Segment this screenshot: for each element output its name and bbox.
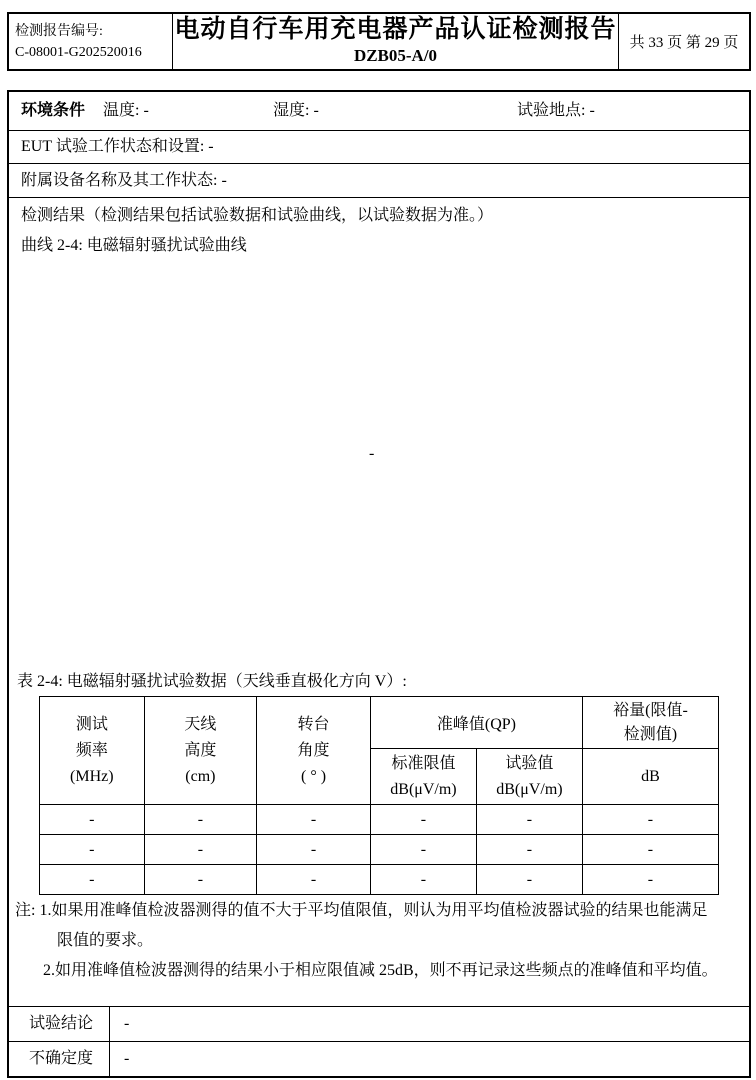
aux-equipment-row: 附属设备名称及其工作状态: -	[9, 164, 749, 198]
report-number-value: C-08001-G202520016	[15, 45, 142, 60]
cell-angle-1: -	[257, 805, 371, 835]
radiated-disturbance-table	[39, 696, 719, 895]
col-header-turntable-angle: 转台 角度 ( ° )	[257, 697, 371, 805]
table-row	[40, 865, 719, 895]
note-line-2: 限值的要求。	[57, 932, 154, 949]
col-header-standard-limit: 标准限值 dB(μV/m)	[370, 749, 476, 805]
cell-angle-2: -	[257, 835, 371, 865]
cell-limit-3: -	[370, 865, 476, 895]
cell-height-2: -	[144, 835, 257, 865]
cell-value-2: -	[476, 835, 582, 865]
test-location-value: 试验地点: -	[517, 102, 595, 119]
cell-angle-3: -	[257, 865, 371, 895]
cell-height-3: -	[144, 865, 257, 895]
note-line-3: 2.如用准峰值检波器测得的结果小于相应限值减 25dB，则不再记录这些频点的准峰值和平均值。	[43, 962, 718, 979]
col-header-margin: 裕量(限值- 检测值)	[582, 697, 718, 749]
report-title: 电动自行车用充电器产品认证检测报告	[174, 16, 617, 43]
conclusion-row	[9, 1007, 749, 1042]
cell-freq-1: -	[40, 805, 145, 835]
data-table-caption: 表 2-4: 电磁辐射骚扰试验数据（天线垂直极化方向 V）:	[17, 673, 407, 690]
cell-limit-2: -	[370, 835, 476, 865]
report-doc-code: DZB05-A/0	[353, 46, 438, 65]
curve-title: 曲线 2-4: 电磁辐射骚扰试验曲线	[21, 237, 247, 254]
col-header-test-value: 试验值 dB(μV/m)	[476, 749, 582, 805]
page-info: 共 33 页 第 29 页	[629, 35, 739, 51]
col-header-frequency: 测试 频率 (MHz)	[40, 697, 145, 805]
environment-label: 环境条件	[21, 102, 86, 119]
cell-height-1: -	[144, 805, 257, 835]
cell-value-3: -	[476, 865, 582, 895]
table-row	[40, 805, 719, 835]
report-number-cell	[9, 14, 173, 69]
results-intro: 检测结果（检测结果包括试验数据和试验曲线，以试验数据为准。）	[21, 207, 494, 224]
cell-value-1: -	[476, 805, 582, 835]
conclusion-value: -	[124, 1015, 130, 1032]
eut-state-row: EUT 试验工作状态和设置: -	[9, 131, 749, 164]
conclusion-label: 试验结论	[9, 1007, 110, 1041]
report-number-label: 检测报告编号:	[15, 24, 103, 39]
results-section	[9, 198, 749, 1007]
report-header	[7, 12, 751, 71]
cell-margin-1: -	[582, 805, 718, 835]
cell-freq-2: -	[40, 835, 145, 865]
col-header-antenna-height: 天线 高度 (cm)	[144, 697, 257, 805]
cell-margin-2: -	[582, 835, 718, 865]
temperature-value: 温度: -	[103, 102, 149, 119]
cell-freq-3: -	[40, 865, 145, 895]
uncertainty-row	[9, 1042, 749, 1076]
cell-limit-1: -	[370, 805, 476, 835]
col-header-quasi-peak: 准峰值(QP)	[370, 697, 582, 749]
notes-block	[9, 896, 749, 986]
table-row	[40, 835, 719, 865]
humidity-value: 湿度: -	[273, 102, 319, 119]
report-body	[7, 90, 751, 1078]
curve-placeholder: -	[369, 445, 375, 462]
table-header-row-1	[40, 697, 719, 749]
col-header-margin-unit: dB	[582, 749, 718, 805]
note-line-1: 注: 1.如果用准峰值检波器测得的值不大于平均值限值，则认为用平均值检波器试验的结果也能满足	[15, 902, 708, 919]
environment-row	[9, 92, 749, 131]
page-info-cell	[619, 14, 749, 69]
uncertainty-value: -	[124, 1050, 130, 1067]
report-title-cell	[173, 14, 619, 69]
uncertainty-label: 不确定度	[9, 1042, 110, 1076]
cell-margin-3: -	[582, 865, 718, 895]
